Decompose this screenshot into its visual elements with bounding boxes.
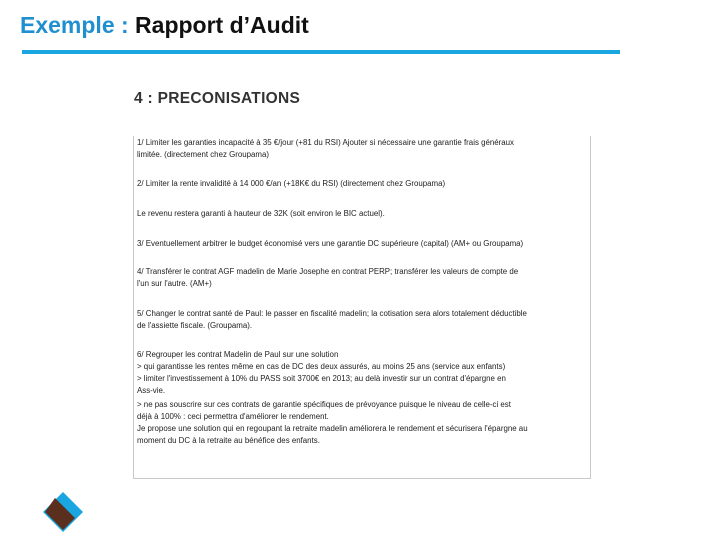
doc-line: de l'assiette fiscale. (Groupama).	[137, 321, 253, 330]
slide-title-prefix: Exemple :	[20, 12, 136, 38]
doc-line: déjà à 100% : ceci permettra d'améliorer le rendement.	[137, 412, 329, 421]
diamond-logo-icon	[41, 490, 85, 534]
doc-line: Ass-vie.	[137, 386, 166, 395]
doc-line: l'un sur l'autre. (AM+)	[137, 279, 212, 288]
doc-line: > limiter l'investissement à 10% du PASS soit 3700€ en 2013; au delà investir sur un contrat d'épargne en	[137, 374, 506, 383]
slide-title-main: Rapport d’Audit	[135, 12, 309, 38]
doc-line: 1/ Limiter les garanties incapacité à 35 €/jour (+81 du RSI) Ajouter si nécessaire une garantie frais généraux	[137, 138, 514, 147]
title-underline	[22, 50, 620, 54]
doc-line: Le revenu restera garanti à hauteur de 32K (soit environ le BIC actuel).	[137, 209, 385, 218]
doc-line: moment du DC à la retraite au bénéfice des enfants.	[137, 436, 320, 445]
slide-title	[20, 12, 309, 39]
recommendations-document	[133, 136, 591, 479]
doc-line: Je propose une solution qui en regoupant la retraite madelin améliorera le rendement et sécurisera l'épargne au	[137, 424, 528, 433]
doc-line: 4/ Transférer le contrat AGF madelin de Marie Josephe en contrat PERP; transférer les valeurs de compte de	[137, 267, 519, 276]
doc-line: 5/ Changer le contrat santé de Paul: le passer en fiscalité madelin; la cotisation sera alors totalement déductible	[137, 309, 527, 318]
doc-line: 3/ Eventuellement arbitrer le budget économisé vers une garantie DC supérieure (capital) (AM+ ou Groupama)	[137, 239, 524, 248]
doc-line: > qui garantisse les rentes même en cas de DC des deux assurés, au moins 25 ans (service aux enfants)	[137, 362, 506, 371]
doc-line: limitée. (directement chez Groupama)	[137, 150, 269, 159]
doc-line: > ne pas souscrire sur ces contrats de garantie spécifiques de prévoyance puisque le niveau de celle-ci est	[137, 400, 511, 409]
section-heading: 4 : PRECONISATIONS	[134, 90, 301, 107]
doc-line: 2/ Limiter la rente invalidité à 14 000 €/an (+18K€ du RSI) (directement chez Groupama)	[137, 179, 446, 188]
doc-line: 6/ Regrouper les contrat Madelin de Paul sur une solution	[137, 350, 339, 359]
